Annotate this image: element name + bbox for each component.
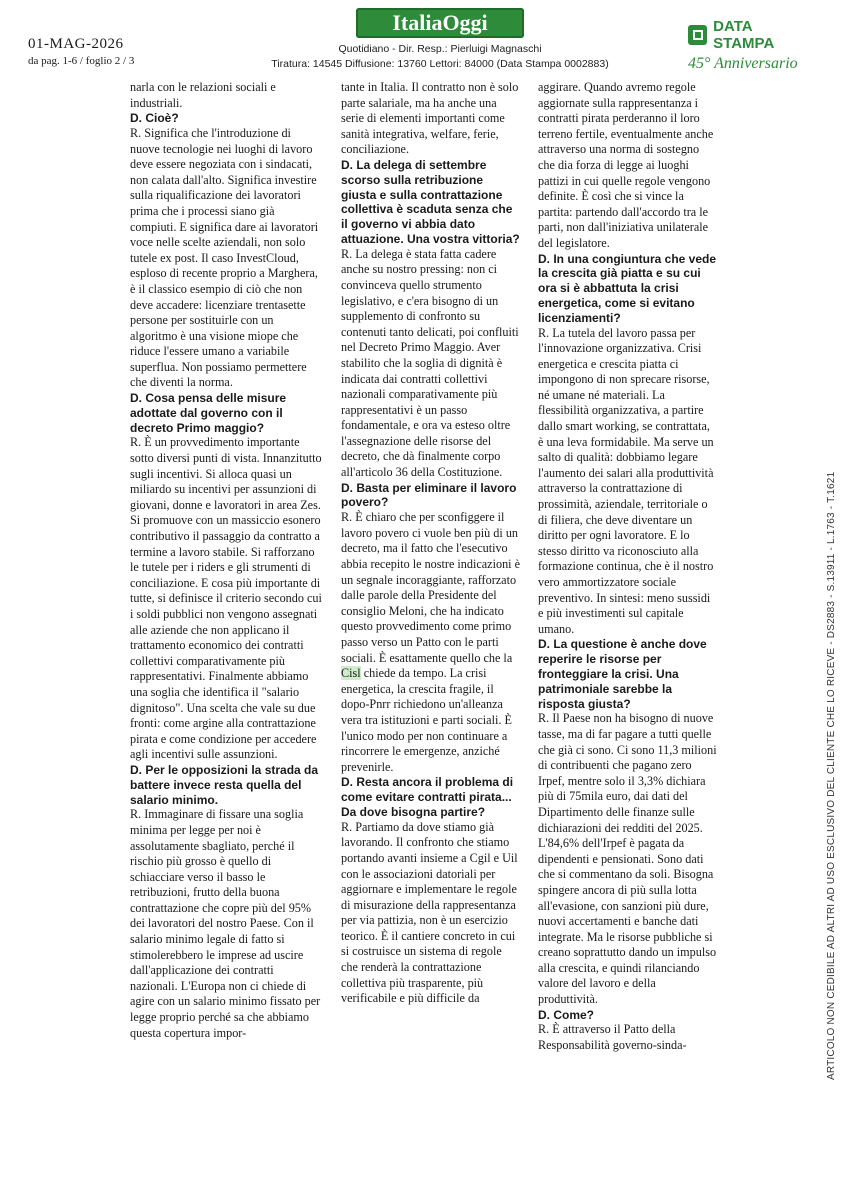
answer: R. È un provvedimento importante sotto diversi punti di vista. Innanzitutto sugli incentivi. Si alloca quasi un miliardo su incentivi per assunzioni di giovani, donne e lavoratori in area Zes. Si promuove con un massiccio esonero contributivo il passaggio da contratto a termine a lavoro stabile. Si rafforzano le tutele per i riders e gli strumenti di conciliazione. E cosa più importante di tutte, si definisce il criterio secondo cui i soldi pubblici non vengono assegnati alle aziende che non applicano il trattamento economico dei contratti collettivi comparativamente più rappresentativi. Finalmente abbiamo una soglia che identifica il "salario dignitoso". Una scelta che vale su due fronti: come argine alla contrattazione pirata e come condizione per accedere agli incentivi sulle assunzioni. (130, 435, 322, 762)
question: D. Per le opposizioni la strada da battere invece resta quella del salario minimo. (130, 762, 319, 807)
question: D. Basta per eliminare il lavoro povero? (341, 480, 517, 510)
publication-date: 01-MAG-2026 (28, 36, 124, 52)
article-column-3 (538, 80, 718, 1054)
answer: R. Il Paese non ha bisogno di nuove tasse, ma di far pagare a tutti quelle che già ci sono. Ci sono 11,3 milioni di contribuenti che pagano zero Irpef, mentre solo il 3,3% dichiara più di 75mila euro, dai dati del Dipartimento delle finanze sulle dichiarazioni dei redditi del 2025. L'84,6% dell'Irpef è pagata da dipendenti e pensionati. Sono dati che si commentano da soli. Bisogna spingere ancora di più sulla lotta all'evasione, con sanzioni più dure, nuovi accertamenti e banche dati integrate. Ma le risorse pubbliche si creano soprattutto dando un impulso alla crescita, e quindi rilanciando valore del lavoro e della produttività. (538, 711, 717, 1007)
answer: R. Immaginare di fissare una soglia minima per legge per noi è assolutamente sbagliato, perché il rischio più grosso è quello di schiacciare verso il basso le retribuzioni, frutto della buona contrattazione che copre più del 95% dei lavoratori del nostro Paese. Con il salario minimo legale di fatto si stimolerebbero le imprese ad uscire dall'applicazione dei contratti nazionali. L'Europa non ci chiede di agire con un salario minimo fissato per legge proprio perché sa che abbiamo questa copertura impor- (130, 807, 321, 1040)
question: D. La questione è anche dove reperire le risorse per fronteggiare la crisi. Una patrimoniale sarebbe la risposta giusta? (538, 637, 707, 711)
answer: R. Partiamo da dove stiamo già lavorando. Il confronto che stiamo portando avanti insieme a Cgil e Uil con le associazioni datoriali per aggiornare e implementare le regole di misurazione della rappresentanza per via pattizia, non è un esercizio teorico. È il cantiere concreto in cui si costruisce un sistema di regole che renderà la contrattazione collettiva più trasparente, più verificabile e più difficile da (341, 819, 518, 1006)
paragraph: tante in Italia. Il contratto non è solo parte salariale, ma ha anche una serie di elementi importanti come sanità integrativa, welfare, ferie, conciliazione. (341, 80, 519, 157)
answer: R. È attraverso il Patto della Responsabilità governo-sinda- (538, 1022, 687, 1053)
answer-text: chiede da tempo. La crisi energetica, la crescita fragile, il dopo-Pnrr richiedono un'alleanza vera tra istituzioni e parti sociali. È l'unico modo per non continuare a rincorrere le emergenze, anziché prevenirle. (341, 666, 512, 774)
anniversary-label: 45° Anniversario (688, 55, 798, 72)
publication-info: Quotidiano - Dir. Resp.: Pierluigi Magnaschi (338, 43, 542, 55)
question: D. La delega di settembre scorso sulla retribuzione giusta e sulla contrattazione collettiva è scaduta senza che il governo vi abbia dato attuazione. Una vostra vittoria? (341, 157, 520, 246)
answer-text: R. È chiaro che per sconfiggere il lavoro povero ci vuole ben più di un decreto, ma il fatto che l'esecutivo abbia recepito le nostre indicazioni è un segnale incoraggiante, rafforzato dalle parole della Presidente del consiglio Meloni, che ha indicato questo provvedimento come primo passo verso un Patto con le parti sociali. È esattamente quello che la (341, 510, 521, 665)
answer: R. La tutela del lavoro passa per l'innovazione organizzativa. Crisi energetica e crescita piatta ci impongono di non sprecare risorse, né umane né materiali. La flessibilità organizzativa, a partire dallo smart working, se contrattata, è una leva formidabile. Ma serve un salto di qualità: dobbiamo legare l'aumento dei salari alla produttività attraverso la contrattazione di prossimità, aziendale, territoriale o di filiera, che deve diventare un diritto per ogni lavoratore. E lo stesso diritto va riconosciuto alla formazione continua, che è il nostro vero ammortizzatore sociale preventivo. In sintesi: meno sussidi e più investimenti sul capitale umano. (538, 325, 714, 636)
answer: R. Significa che l'introduzione di nuove tecnologie nei luoghi di lavoro deve essere negoziata con i sindacati, non calata dall'alto. Significa investire sulla riqualificazione dei lavoratori prima che i processi siano già compiuti. E significa dare ai lavoratori voce nelle scelte aziendali, non solo tutele ex post. Il caso InvestCloud, esploso di recente proprio a Marghera, è il classico esempio di ciò che non deve accadere: licenziare trentasette persone per sostituirle con un algoritmo è una visione miope che riduce l'essere umano a variabile superflua. Non possiamo permettere che diventi la norma. (130, 125, 319, 390)
question: D. Resta ancora il problema di come evitare contratti pirata... Da dove bisogna partire? (341, 775, 514, 819)
data-stampa-icon (688, 25, 707, 45)
question: D. Cosa pensa delle misure adottate dal governo con il decreto Primo maggio? (130, 391, 287, 435)
data-stampa-name: DATA STAMPA (713, 18, 775, 52)
page-reference: da pag. 1-6 / foglio 2 / 3 (28, 55, 135, 67)
question: D. Come? (538, 1007, 595, 1022)
header-left (28, 36, 134, 67)
article-column-2 (341, 80, 521, 1007)
circulation-info: Tiratura: 14545 Diffusione: 13760 Lettori: 84000 (Data Stampa 0002883) (271, 58, 609, 70)
question: D. Cioè? (130, 111, 179, 126)
answer: R. La delega è stata fatta cadere anche su nostro pressing: non ci convinceva quello strumento legislativo, e c'era bisogno di un supplemento di confronto su contenuti tanto delicati, poi confluiti nel Decreto Primo Maggio. Aver stabilito che la soglia di dignità è indicata dai contratti collettivi nazionali comparativamente più rappresentativi è un passo fondamentale, e ora va esteso oltre l'assegnazione delle risorse del decreto, che dà finalmente corpo all'articolo 36 della Costituzione. (341, 246, 519, 480)
data-stampa-logo (688, 18, 813, 73)
italiaoggi-logo: ItaliaOggi (356, 8, 524, 38)
paragraph: narla con le relazioni sociali e industriali. (130, 80, 276, 110)
side-copyright-note: ARTICOLO NON CEDIBILE AD ALTRI AD USO ESCLUSIVO DEL CLIENTE CHE LO RICEVE - DS2883 - S.13911 - L.1763 - T.1621 (826, 471, 837, 1080)
article-column-1 (130, 80, 322, 1041)
paragraph: aggirare. Quando avremo regole aggiornate sulla rappresentanza i contratti pirata perderanno il loro terreno fertile, eventualmente anche attraverso una norma di sostegno che dia forza di legge ai luoghi pattizi in cui quelle regole vengono definite. È così che si vince la partita: partendo dall'accordo tra le parti, non dall'iniziativa unilaterale del legislatore. (538, 80, 714, 250)
highlighted-term: Cisl (341, 666, 361, 681)
question: D. In una congiuntura che vede la crescita già piatta e su cui ora si è abbattuta la crisi energetica, come si evitano licenziamenti? (538, 251, 717, 325)
answer (341, 510, 521, 775)
